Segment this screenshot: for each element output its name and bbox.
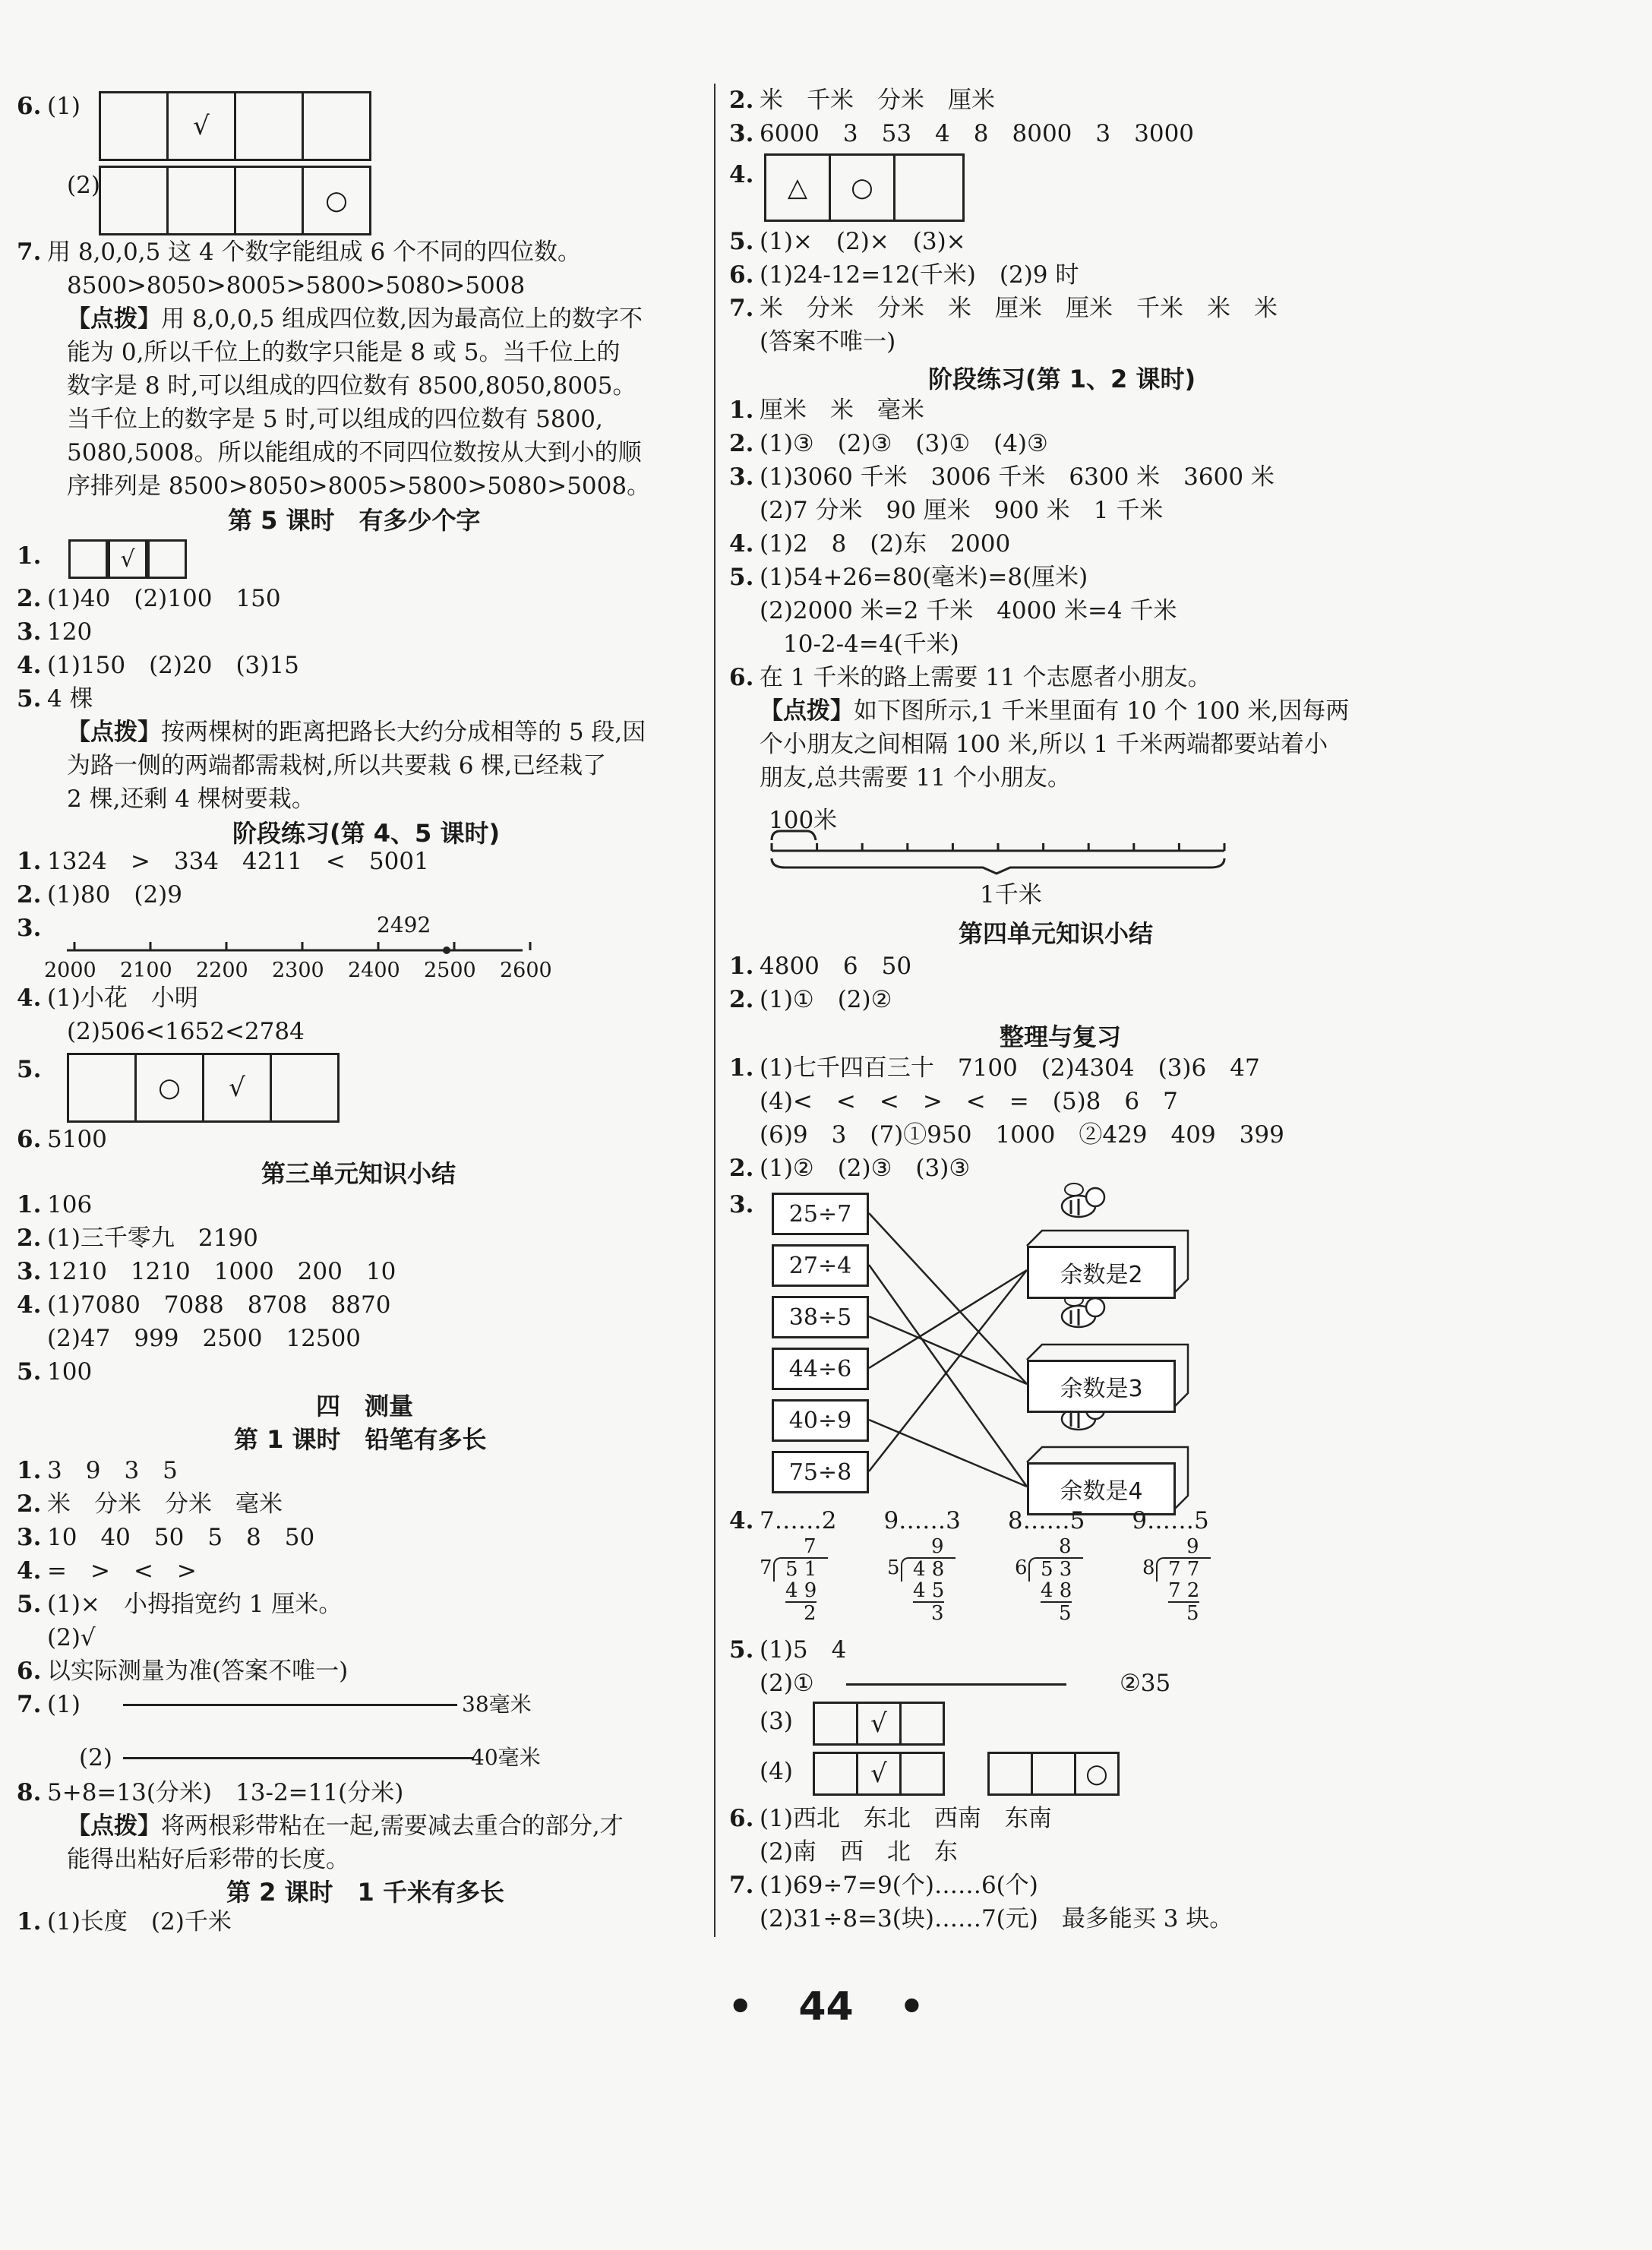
box-cell [236,168,304,233]
answer: 6000 3 53 4 8 8000 3 3000 [760,120,1195,147]
q-number: 2. [17,1490,42,1518]
tip-label: 【点拨】 [760,697,854,725]
answer: (2)① [760,1670,814,1697]
box-cell: √ [204,1055,272,1120]
box-cell [101,93,169,159]
tip-line: 数字是 8 时,可以组成的四位数有 8500,8050,8005。 [67,372,636,400]
unit-title: 四 测量 [316,1392,414,1420]
tip-line: 按两棵树的距离把路长大约分成相等的 5 段,因 [161,719,646,746]
tip-line: 将两根彩带粘在一起,需要减去重合的部分,才 [161,1812,624,1840]
q-number: 1. [17,542,42,570]
number-line-tick-label: 2100 [120,959,172,982]
q-number: 2. [729,1155,754,1182]
tip-line: 序排列是 8500>8050>8005>5800>5080>5008。 [67,472,651,500]
segment-line [123,1757,474,1759]
q-number: 4. [17,984,42,1012]
segment-length: 38毫米 [462,1692,532,1717]
q7-text: 用 8,0,0,5 这 4 个数字能组成 6 个不同的四位数。 [47,239,582,266]
section-title: 第 5 课时 有多少个字 [228,506,481,535]
remainder: 3 [931,1602,944,1625]
q-number: 2. [729,430,754,457]
box-cell: ○ [137,1055,204,1120]
sub-label: (2) [79,1744,112,1771]
bee-icon [1062,1183,1104,1217]
q-number: 4. [17,1557,42,1585]
box-cell: √ [108,539,147,579]
answer: 厘米 米 毫米 [760,397,924,424]
q-number: 1. [17,848,42,875]
box-cell [169,168,236,233]
ruler-top-label: 100米 [769,807,838,834]
box-cell: ○ [831,156,895,220]
remainder: 5 [1186,1602,1199,1625]
answer: (1)小花 小明 [47,984,198,1012]
page-number-text: 44 [798,1984,854,2030]
divisor: 8 [1142,1556,1155,1579]
answer: 以实际测量为准(答案不唯一) [47,1657,349,1685]
answer: (1)150 (2)20 (3)15 [47,652,299,679]
product: 7 2 [1168,1579,1200,1602]
q-number: 6. [17,1657,42,1685]
long-division [887,1536,971,1627]
box-cell [902,1704,943,1743]
column-divider [714,84,715,1937]
box-cell [236,93,304,159]
q-number: 4. [729,1507,754,1534]
left-column [17,0,704,1952]
answer: (1)80 (2)9 [47,881,182,909]
box-cell [815,1754,858,1793]
kilometer-ruler [770,828,1226,874]
answer: (2)31÷8=3(块)……7(元) 最多能买 3 块。 [760,1905,1233,1932]
number-line-mark-label: 2492 [377,912,431,937]
remainder: 5 [1059,1602,1072,1625]
q-number: 4. [17,652,42,679]
tip-label: 【点拨】 [67,1812,161,1840]
answer: (2)506<1652<2784 [67,1018,305,1045]
q6-sub1: (1) [47,93,81,120]
answer: (2)47 999 2500 12500 [47,1325,362,1352]
answer: (1)① (2)② [760,986,892,1013]
segment-line [123,1704,457,1706]
box-cell [304,93,369,159]
q6-sub2: (2) [67,172,100,199]
box-cell: √ [858,1704,902,1743]
q-number: 5. [17,685,42,713]
dividend: 5 1 [785,1558,817,1581]
q-number: 6. [729,261,754,289]
number-line-point [443,946,450,954]
match-line [869,1270,1027,1368]
tip-line: 当千位上的数字是 5 时,可以组成的四位数有 5800, [67,406,603,433]
answer: (1)× (2)× (3)× [760,228,966,255]
answer: (答案不唯一) [760,328,896,356]
dividend: 7 7 [1168,1558,1200,1581]
answer: (1)② (2)③ (3)③ [760,1155,971,1182]
box-cell: ○ [325,185,348,216]
answer: = > < > [47,1557,197,1585]
q-number: 5. [17,1591,42,1618]
answer: (1)七千四百三十 7100 (2)4304 (3)6 47 [760,1054,1260,1082]
tip-label: 【点拨】 [67,719,161,746]
section-title: 第四单元知识小结 [959,919,1154,948]
tip-line: 为路一侧的两端都需栽树,所以共要栽 6 棵,已经栽了 [67,752,607,779]
q6-1-boxes [99,91,371,161]
q-number: 1. [729,953,754,980]
answer: ②35 [1120,1670,1171,1697]
answer: 4800 6 50 [760,953,912,980]
section-title: 阶段练习(第 4、5 课时) [232,819,501,848]
answer: (1)69÷7=9(个)……6(个) [760,1872,1038,1899]
tip-line: 5080,5008。所以能组成的不同四位数按从大到小的顺 [67,439,642,466]
match-line [869,1270,1027,1471]
segment-length: 40毫米 [471,1745,541,1770]
segment-line [846,1683,1066,1686]
q5-boxes [67,1053,340,1123]
long-division [1142,1536,1226,1627]
product: 4 9 [785,1579,817,1602]
q-number: 2. [729,87,754,114]
q5-4-boxes [813,1752,945,1796]
q-number: 4. [17,1291,42,1319]
q6-2-boxes [99,166,371,235]
q-number: 3. [17,915,42,942]
answer: (2)√ [47,1624,96,1651]
tip-line: 如下图所示,1 千米里面有 10 个 100 米,因每两 [854,697,1350,725]
box-cell: √ [858,1754,902,1793]
answer: 米 分米 分米 毫米 [47,1490,283,1518]
q-number: 5. [729,564,754,591]
section-title: 阶段练习(第 1、2 课时) [928,365,1196,393]
q-number: 2. [17,1225,42,1252]
box-cell: ○ [1085,1759,1108,1789]
box-cell [990,1754,1033,1793]
answer: 米 千米 分米 厘米 [760,87,995,114]
product: 4 8 [1041,1579,1072,1602]
answer: 10 40 50 5 8 50 [47,1524,315,1551]
q-number: 5. [17,1056,42,1083]
box-cell [272,1055,337,1120]
remainder-box: 余数是2 [1027,1246,1176,1299]
q-number: 1. [17,1908,42,1936]
tip-line: 用 8,0,0,5 组成四位数,因为最高位上的数字不 [161,305,643,333]
q7-line2: 8500>8050>8005>5800>5080>5008 [67,272,526,299]
answer: (4)< < < > < = (5)8 6 7 [760,1088,1178,1115]
q-number: 7. [729,1872,754,1899]
remainder-box: 余数是3 [1027,1360,1176,1413]
q-number: 2. [17,585,42,612]
number-line-tick-label: 2600 [500,959,552,982]
q-number: 1. [729,397,754,424]
number-line-tick-label: 2000 [44,959,96,982]
number-line-tick-label: 2200 [196,959,248,982]
q-number: 3. [17,1524,42,1551]
answer: (2)7 分米 90 厘米 900 米 1 千米 [760,497,1164,524]
q-number: 6. [729,1805,754,1832]
box-cell [101,168,169,233]
tip-label: 【点拨】 [67,305,161,333]
divisor: 6 [1015,1556,1028,1579]
q5-3-boxes [813,1702,945,1746]
q-number: 3. [17,618,42,646]
remainder-box: 余数是4 [1027,1462,1176,1515]
dividend: 4 8 [913,1558,945,1581]
q-number: 5. [729,228,754,255]
product: 4 5 [913,1579,945,1602]
division-box: 75÷8 [772,1451,869,1493]
division-box: 40÷9 [772,1399,869,1442]
box-cell [1033,1754,1076,1793]
q-number: 4. [729,161,754,188]
q-number: 5. [17,1358,42,1386]
quotient: 7 [804,1535,817,1558]
q-number: 1. [729,1054,754,1082]
page-dot: • [728,1984,753,2030]
tip-line: 能为 0,所以千位上的数字只能是 8 或 5。当千位上的 [67,339,621,366]
answer: (2)2000 米=2 千米 4000 米=4 千米 [760,597,1177,624]
division-box: 38÷5 [772,1296,869,1338]
section-title: 第 1 课时 铅笔有多长 [234,1425,487,1454]
q-number: 3. [729,1191,754,1218]
answer: 3 9 3 5 [47,1457,178,1484]
q-number: 2. [729,986,754,1013]
answer: (1)西北 东北 西南 东南 [760,1805,1052,1832]
divisor: 7 [760,1556,772,1579]
q-number: 8. [17,1779,42,1806]
answer: 5+8=13(分米) 13-2=11(分米) [47,1779,404,1806]
q-number: 5. [729,1636,754,1664]
q4-boxes [764,153,965,222]
box-cell [902,1754,943,1793]
ruler-brace-top [772,831,816,840]
answer: (6)9 3 (7)①950 1000 ②429 409 399 [760,1121,1284,1149]
q-number: 1. [17,1457,42,1484]
q-number: 2. [17,881,42,909]
answer: 1210 1210 1000 200 10 [47,1258,396,1285]
box-cell [147,539,187,579]
answer: 100 [47,1358,93,1386]
sub-label: (4) [760,1758,793,1785]
answer: (1)2 8 (2)东 2000 [760,530,1011,558]
remainder: 2 [804,1602,817,1625]
divisor: 5 [887,1556,900,1579]
answer: 120 [47,618,93,646]
page-dot: • [899,1984,924,2030]
answer: 1324 > 334 4211 < 5001 [47,848,429,875]
ruler-bottom-label: 1千米 [980,881,1042,909]
answer: (1)40 (2)100 150 [47,585,281,612]
q-number: 3. [729,120,754,147]
answer: 4 棵 [47,685,93,713]
number-line-tick-label: 2300 [272,959,324,982]
page-number [0,1984,1652,2030]
box-cell: △ [766,156,831,220]
match-line [869,1316,1027,1384]
answer: 10-2-4=4(千米) [760,630,959,658]
ruler-brace-bottom [772,858,1224,874]
tip-line: 个小朋友之间相隔 100 米,所以 1 千米两端都要站着小 [760,731,1328,758]
long-division [760,1536,843,1627]
answer: 米 分米 分米 米 厘米 厘米 千米 米 米 [760,295,1278,322]
sub-label: (1) [47,1691,81,1718]
answer: (1)③ (2)③ (3)① (4)③ [760,430,1048,457]
answer: (1)5 4 [760,1636,847,1664]
answer: (1)3060 千米 3006 千米 6300 米 3600 米 [760,463,1275,491]
box-cell: √ [169,93,236,159]
q-number: 3. [729,463,754,491]
q6-number: 6. [17,93,42,120]
q7-number: 7. [17,239,42,266]
answer: 在 1 千米的路上需要 11 个志愿者小朋友。 [760,664,1211,691]
q-number: 7. [17,1691,42,1718]
long-division [1015,1536,1098,1627]
division-box: 27÷4 [772,1244,869,1287]
number-line-tick-label: 2400 [348,959,400,982]
quotient: 8 [1059,1535,1072,1558]
q-number: 3. [17,1258,42,1285]
quotient: 9 [1186,1535,1199,1558]
section-title: 整理与复习 [1000,1022,1122,1051]
answer: (1)× 小拇指宽约 1 厘米。 [47,1591,343,1618]
number-line-tick-label: 2500 [424,959,476,982]
box-cell [68,539,108,579]
q-number: 7. [729,295,754,322]
q-number: 6. [17,1126,42,1153]
answer: (2)南 西 北 东 [760,1838,958,1866]
box-cell [815,1704,858,1743]
dividend: 5 3 [1041,1558,1072,1581]
tip-line: 2 棵,还剩 4 棵树要栽。 [67,785,315,813]
answer: 106 [47,1191,93,1218]
q-number: 1. [17,1191,42,1218]
section-title: 第三单元知识小结 [261,1159,456,1188]
answer: (1)54+26=80(毫米)=8(厘米) [760,564,1088,591]
q5-4b-boxes [987,1752,1120,1796]
quotient: 9 [931,1535,944,1558]
answer: (1)三千零九 2190 [47,1225,258,1252]
section-title: 第 2 课时 1 千米有多长 [226,1878,504,1907]
answer: 7……2 9……3 8……5 9……5 [760,1507,1209,1534]
box-cell [895,156,962,220]
answer: (1)24-12=12(千米) (2)9 时 [760,261,1079,289]
right-column [729,0,1580,1952]
division-box: 25÷7 [772,1193,869,1235]
answer: (1)7080 7088 8708 8870 [47,1291,391,1319]
division-box: 44÷6 [772,1348,869,1390]
box-cell [69,1055,137,1120]
answer: 5100 [47,1126,107,1153]
q-number: 4. [729,530,754,558]
tip-line: 朋友,总共需要 11 个小朋友。 [760,764,1072,792]
sub-label: (3) [760,1708,793,1735]
q-number: 6. [729,664,754,691]
tip-line: 能得出粘好后彩带的长度。 [67,1846,349,1873]
answer: (1)长度 (2)千米 [47,1908,232,1936]
